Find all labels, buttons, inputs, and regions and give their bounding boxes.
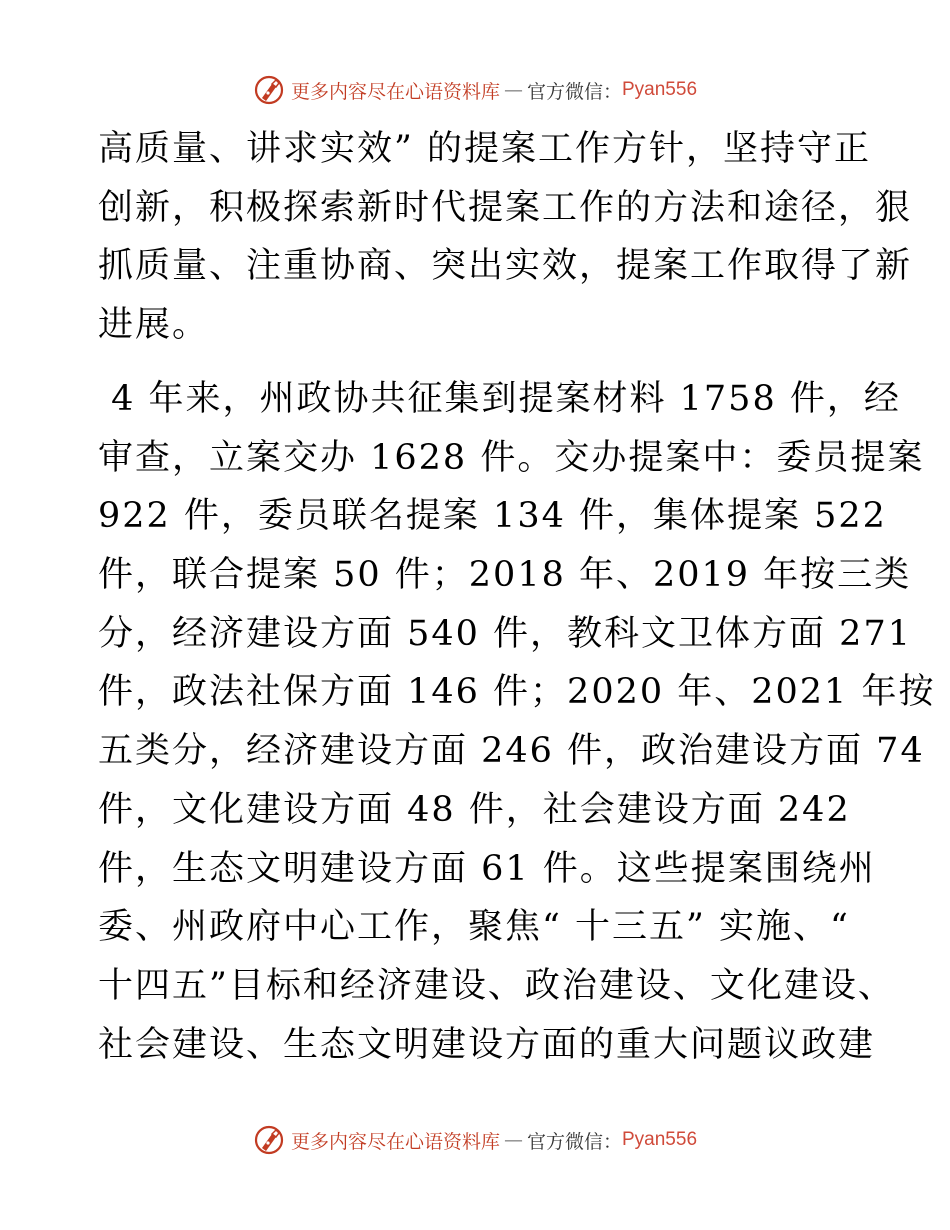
text-line: 4 年来，州政协共征集到提案材料 1758 件，经 bbox=[98, 379, 901, 419]
text-line: 社会建设、生态文明建设方面的重大问题议政建 bbox=[98, 1024, 876, 1065]
text-line: 十四五”目标和经济建设、政治建设、文化建设、 bbox=[98, 965, 895, 1006]
text-line: 进展。 bbox=[98, 305, 210, 346]
footer-watermark bbox=[0, 1120, 950, 1160]
text-line: 件，生态文明建设方面 61 件。这些提案围绕州 bbox=[98, 848, 876, 889]
watermark-wechat-id: Pyan556 bbox=[622, 79, 698, 100]
header-watermark bbox=[0, 70, 950, 110]
watermark-dash: — bbox=[503, 79, 523, 101]
text-line: 创新，积极探索新时代提案工作的方法和途径，狠 bbox=[98, 187, 913, 228]
paragraph-2 bbox=[98, 370, 936, 1074]
text-line: 五类分，经济建设方面 246 件，政治建设方面 74 bbox=[98, 731, 925, 772]
watermark-label: 官方微信： bbox=[526, 1130, 622, 1153]
watermark-site-text: 更多内容尽在心语资料库 bbox=[290, 1130, 500, 1153]
pen-nib-circle-icon bbox=[253, 74, 285, 106]
text-line: 抓质量、注重协商、突出实效，提案工作取得了新 bbox=[98, 246, 913, 287]
text-line: 高质量、讲求实效” 的提案工作方针，坚持守正 bbox=[98, 129, 872, 169]
paragraph-1 bbox=[98, 120, 913, 355]
text-line: 件，联合提案 50 件；2018 年、2019 年按三类 bbox=[98, 555, 912, 596]
watermark-site-text: 更多内容尽在心语资料库 bbox=[290, 80, 500, 103]
watermark-wechat-id: Pyan556 bbox=[622, 1129, 698, 1150]
text-line: 件，文化建设方面 48 件，社会建设方面 242 bbox=[98, 789, 851, 830]
text-line: 委、州政府中心工作，聚焦“ 十三五” 实施、“ bbox=[98, 907, 850, 948]
text-line: 分，经济建设方面 540 件，教科文卫体方面 271 bbox=[98, 613, 912, 654]
text-line: 审查，立案交办 1628 件。交办提案中：委员提案 bbox=[98, 437, 925, 478]
text-line: 件，政法社保方面 146 件；2020 年、2021 年按 bbox=[98, 672, 936, 713]
pen-nib-circle-icon bbox=[253, 1124, 285, 1156]
watermark-dash: — bbox=[503, 1129, 523, 1151]
text-line: 922 件，委员联名提案 134 件，集体提案 522 bbox=[98, 496, 887, 537]
watermark-label: 官方微信： bbox=[526, 80, 622, 103]
